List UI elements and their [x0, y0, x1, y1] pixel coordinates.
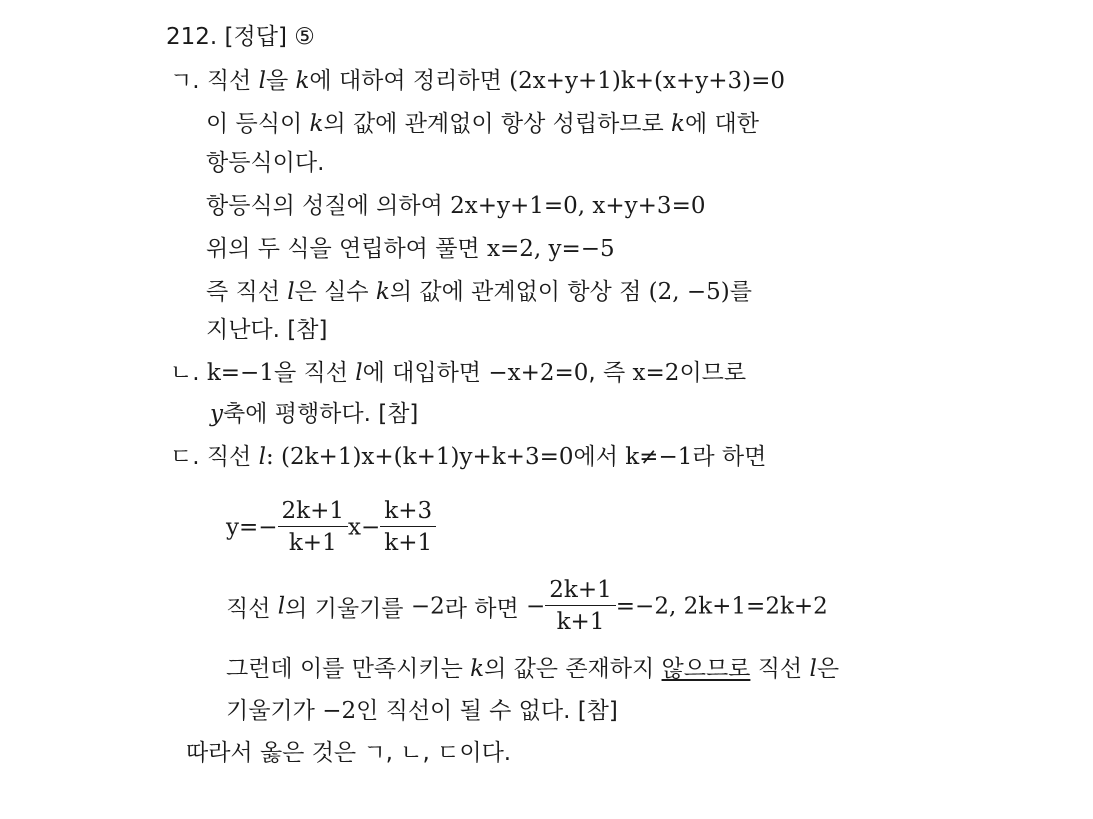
equation: : (2k+1)x+(k+1)y+k+3=0: [265, 444, 574, 470]
giyeok-line-3: 항등식이다.: [206, 150, 325, 176]
var-l: l: [258, 444, 266, 470]
text-run: 의 기울기를: [285, 596, 411, 622]
denominator: k+1: [556, 609, 605, 635]
answer-tag: [정답] ⑤: [224, 24, 315, 50]
var-l: l: [809, 656, 817, 682]
text-run: 를: [729, 279, 752, 305]
giyeok-line-2: [206, 109, 759, 139]
item-marker-nieun: ㄴ.: [170, 360, 200, 386]
numerator: 2k+1: [278, 496, 348, 527]
condition: k=−1: [206, 360, 274, 386]
text-run: 의 값에 관계없이 항상 점: [389, 279, 649, 305]
text-run: 라 하면: [444, 596, 527, 622]
point: (2, −5): [648, 279, 730, 305]
digeut-formula: [226, 496, 436, 559]
denominator: k+1: [288, 530, 337, 556]
var-l: l: [258, 68, 266, 94]
text-run: 기울기가: [226, 698, 323, 724]
denominator: k+1: [384, 530, 433, 556]
item-marker-giyeok: ㄱ.: [170, 68, 200, 94]
equation: (2x+y+1)k+(x+y+3)=0: [509, 68, 786, 94]
text-run: 이므로: [679, 360, 747, 386]
equation: x=2, y=−5: [486, 236, 615, 262]
text-run: 직선: [206, 68, 259, 94]
giyeok-line-1: [170, 66, 785, 96]
var-k: k: [470, 656, 485, 682]
text-run: 그런데 이를 만족시키는: [226, 656, 471, 682]
nieun-line-2: [210, 399, 418, 429]
formula-lhs: y=−: [226, 514, 278, 541]
var-l: l: [287, 279, 295, 305]
condition: k≠−1: [625, 444, 693, 470]
text-run: 의 값은 존재하지: [484, 656, 662, 682]
equation: x=2: [632, 360, 680, 386]
problem-number: 212.: [166, 24, 218, 50]
fraction: [278, 496, 348, 559]
text-run: , 즉: [588, 360, 633, 386]
formula-mid: x−: [348, 514, 381, 541]
fraction: [545, 575, 615, 638]
slope-value: −2: [410, 593, 445, 620]
conclusion: 따라서 옳은 것은 ㄱ, ㄴ, ㄷ이다.: [186, 740, 512, 766]
text-run: 은: [816, 656, 840, 682]
nieun-line-1: [170, 358, 746, 388]
problem-header: [166, 22, 315, 52]
text-run: 에 대하여 정리하면: [309, 68, 510, 94]
digeut-line-5: [226, 696, 618, 726]
text-run: 의 값에 관계없이 항상 성립하므로: [323, 111, 672, 137]
numerator: 2k+1: [545, 575, 615, 606]
text-run: 을: [265, 68, 296, 94]
equation: −x+2=0: [488, 360, 589, 386]
var-k: k: [375, 279, 390, 305]
var-l: l: [277, 593, 286, 620]
text-run: 즉 직선: [206, 279, 288, 305]
text-run: 라 하면: [692, 444, 767, 470]
item-marker-digeut: ㄷ.: [170, 444, 200, 470]
minus-sign: −: [526, 593, 546, 620]
text-run: 직선: [750, 656, 810, 682]
giyeok-line-7: 지난다. [참]: [206, 317, 328, 343]
text-run: 위의 두 식을 연립하여 풀면: [206, 236, 487, 262]
equation: 2x+y+1=0, x+y+3=0: [450, 193, 706, 219]
text-run: 항등식의 성질에 의하여: [206, 193, 451, 219]
numerator: k+3: [380, 496, 436, 527]
var-l: l: [355, 360, 363, 386]
underlined-text: 않으므로: [661, 656, 751, 682]
text-run: 인 직선이 될 수 없다. [참]: [356, 698, 618, 724]
var-k: k: [671, 111, 685, 137]
digeut-line-1: [170, 442, 766, 472]
text-run: 축에 평행하다. [참]: [223, 401, 419, 427]
digeut-slope-line: [226, 575, 828, 638]
text-run: 이 등식이: [206, 111, 310, 137]
text-run: 직선: [226, 596, 278, 622]
fraction: [380, 496, 436, 559]
text-run: 을 직선: [273, 360, 356, 386]
slope-value: −2: [322, 698, 357, 724]
digeut-line-4: [226, 654, 839, 684]
text-run: 에 대한: [684, 111, 759, 137]
text-run: 에 대입하면: [362, 360, 489, 386]
equation: =−2, 2k+1=2k+2: [615, 593, 828, 620]
giyeok-line-6: [206, 277, 752, 307]
text-run: 은 실수: [294, 279, 376, 305]
var-y: y: [210, 401, 223, 427]
var-k: k: [295, 68, 310, 94]
text-run: 에서: [573, 444, 626, 470]
giyeok-line-4: [206, 191, 705, 221]
giyeok-line-5: [206, 234, 615, 264]
text-run: 직선: [206, 444, 259, 470]
var-k: k: [309, 111, 324, 137]
